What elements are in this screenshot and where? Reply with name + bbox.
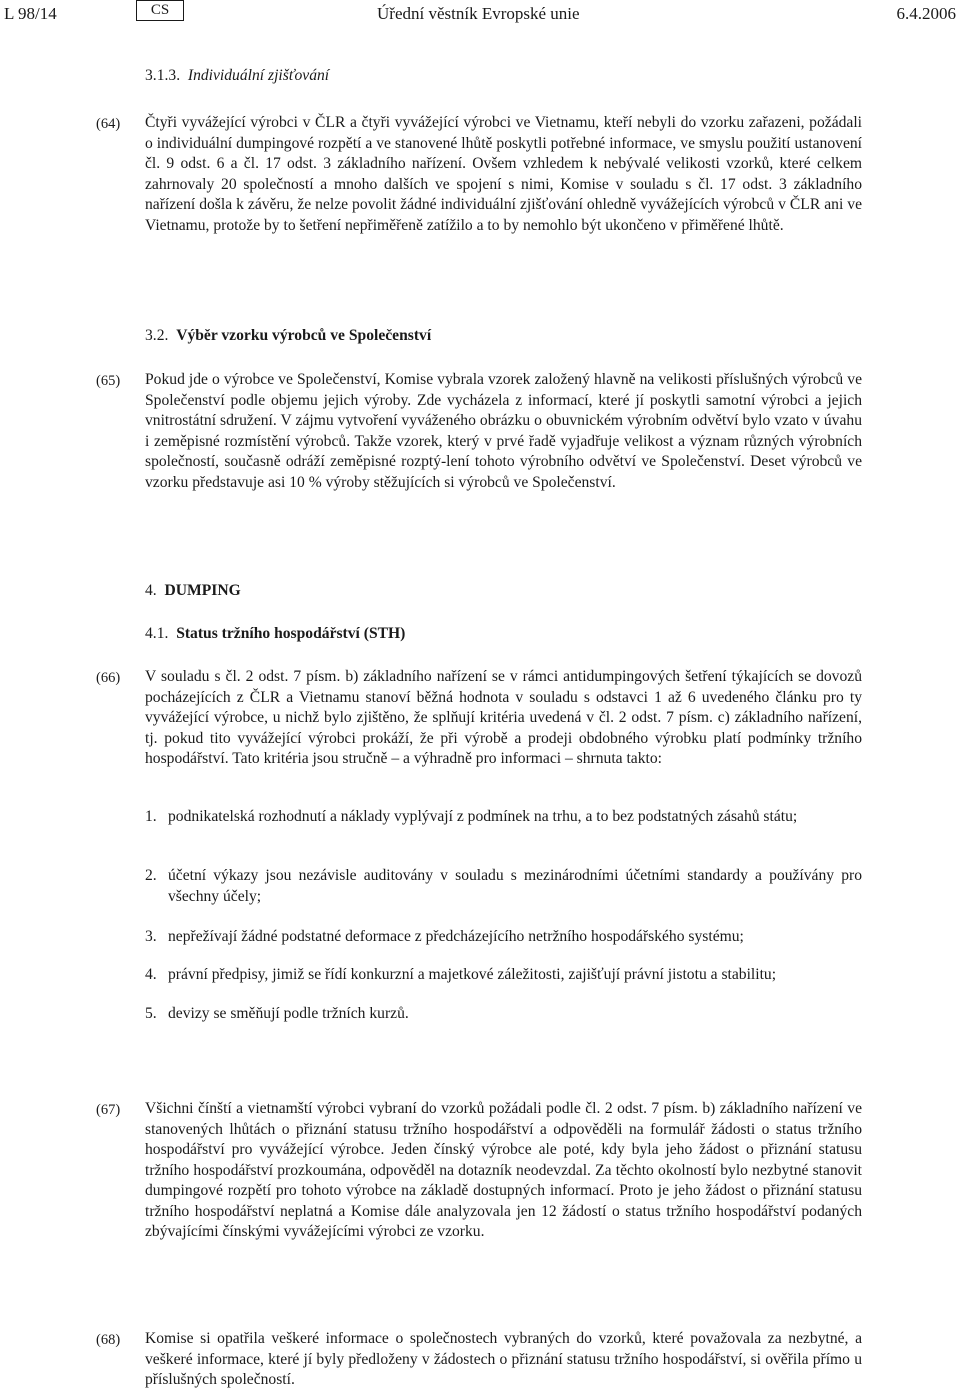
list-item-number: 3. xyxy=(145,928,157,945)
paragraph-65: Pokud jde o výrobce ve Společenství, Komise vybrala vzorek založený hlavně na velikosti příslušných výrobců ve Společenství podle objemu jejich výroby. Zde vycházela z informací, které jí poskytli samotní výrobci a jejich vnitrostátní sdružení. V zájmu vytvoření vyváženého obrázku o obuvnickém výrobním odvětví bylo vzato v úvahu i zeměpisné rozmístění výrobců. Takže vzorek, který v prvé řadě vyjadřuje velikost a význam různých výrobních společností, současně odráží zeměpisné rozptý-lení tohoto výrobního odvětví ve Společenství. Deset výrobců ve vzorku představuje asi 10 % výroby stěžujících si výrobců ve Společenství. xyxy=(145,371,862,491)
list-item: účetní výkazy jsou nezávisle auditovány v souladu s mezinárodními účetními standardy a používány pro všechny účely; xyxy=(168,867,862,905)
list-item: podnikatelská rozhodnutí a náklady vyplývají z podmínek na trhu, a to bez podstatných zásahů státu; xyxy=(168,808,798,825)
publication-date: 6.4.2006 xyxy=(896,4,956,23)
section-title: DUMPING xyxy=(164,582,241,599)
list-item-number: 5. xyxy=(145,1005,157,1022)
journal-title: Úřední věstník Evropské unie xyxy=(377,4,580,23)
list-item: právní předpisy, jimiž se řídí konkurzní a majetkové záležitosti, zajišťují právní jistotu a stabilitu; xyxy=(168,966,777,983)
section-number: 3.2. xyxy=(145,327,169,344)
section-heading-3-1-3 xyxy=(145,66,329,86)
page-reference: L 98/14 xyxy=(4,4,57,23)
paragraph-number-68: (68) xyxy=(96,1332,121,1348)
section-title: Status tržního hospodářství (STH) xyxy=(176,625,406,642)
section-title: Individuální zjišťování xyxy=(187,67,330,84)
paragraph-number-65: (65) xyxy=(96,373,121,389)
paragraph-68: Komise si opatřila veškeré informace o společnostech vybraných do vzorků, které považovala za nezbytné, a veškeré informace, které jí byly předloženy v žádostech o přiznání statusu tržního hospodářství, si ověřila přímo u příslušných společností. xyxy=(145,1330,862,1388)
paragraph-66: V souladu s čl. 2 odst. 7 písm. b) základního nařízení se v rámci antidumpingových šetření týkajících se dovozů pocházejících z ČLR a Vietnamu stanoví běžná hodnota v souladu s odstavci 1 až 6 uvedeného článku pro ty vyvážející výrobce, u nichž bylo zjištěno, že splňují kritéria uvedená v čl. 2 odst. 7 písm. c) základního nařízení, tj. pokud tito vyvážející výrobci prokáží, že při výrobě a prodeji obdobného výrobku platí podmínky tržního hospodářství. Tato kritéria jsou stručně – a výhradně pro informaci – shrnuta takto: xyxy=(145,668,862,767)
list-item: nepřežívají žádné podstatné deformace z předcházejícího netržního hospodářského systému; xyxy=(168,928,744,945)
section-number: 4. xyxy=(145,582,157,599)
section-heading-4-1 xyxy=(145,624,405,644)
language-badge: CS xyxy=(136,0,184,21)
list-item-number: 4. xyxy=(145,966,157,983)
page-header xyxy=(0,0,960,30)
section-heading-3-2 xyxy=(145,326,431,346)
section-number: 4.1. xyxy=(145,625,169,642)
paragraph-number-66: (66) xyxy=(96,670,121,686)
list-item-number: 2. xyxy=(145,867,157,884)
list-item: devizy se směňují podle tržních kurzů. xyxy=(168,1005,409,1022)
list-item-number: 1. xyxy=(145,808,157,825)
section-number: 3.1.3. xyxy=(145,67,181,84)
paragraph-64: Čtyři vyvážející výrobci v ČLR a čtyři vyvážející výrobci ve Vietnamu, kteří nebyli do vzorku zařazeni, požádali o individuální dumpingové rozpětí a ve stanovené lhůtě poskytli potřebné informace, ve smyslu použití ustanovení čl. 9 odst. 6 a čl. 17 odst. 3 základního nařízení. Ovšem vzhledem k nebývalé velikosti vzorků, které celkem zahrnovaly 20 společností a mnoho dalších ve spojení s nimi, Komise v souladu s čl. 17 odst. 3 základního nařízení došla k závěru, že nelze povolit žádné individuální zjišťování ohledně vyvážejících výrobců v ČLR ani ve Vietnamu, protože by to šetření nepřiměřeně zatížilo a to by nemohlo být ukončeno v přiměřené lhůtě. xyxy=(145,114,862,234)
paragraph-number-67: (67) xyxy=(96,1102,121,1118)
section-heading-4 xyxy=(145,581,241,601)
paragraph-67: Všichni čínští a vietnamští výrobci vybraní do vzorků požádali podle čl. 2 odst. 7 písm. b) základního nařízení ve stanovených lhůtách o přiznání statusu tržního hospodářství a odpověděli na formulář žádosti o status tržního hospodářství pro vyvážející výrobce. Jeden čínský výrobce ale poté, kdy byla jeho žádost o přiznání statusu tržního hospodářství prozkoumána, odpověděl na dotazník neodevzdal. Za těchto okolností bylo nezbytné stanovit dumpingové rozpětí pro tohoto výrobce na základě dostupných informací. Proto je jeho žádost o přiznání statusu tržního hospodářství neplatná a Komise dále analyzovala jen 12 žádostí o status tržního hospodářství podaných zbývajícími čínskými vyvážejícími výrobci ze vzorku. xyxy=(145,1100,862,1240)
paragraph-number-64: (64) xyxy=(96,116,121,132)
section-title: Výběr vzorku výrobců ve Společenství xyxy=(176,327,432,344)
